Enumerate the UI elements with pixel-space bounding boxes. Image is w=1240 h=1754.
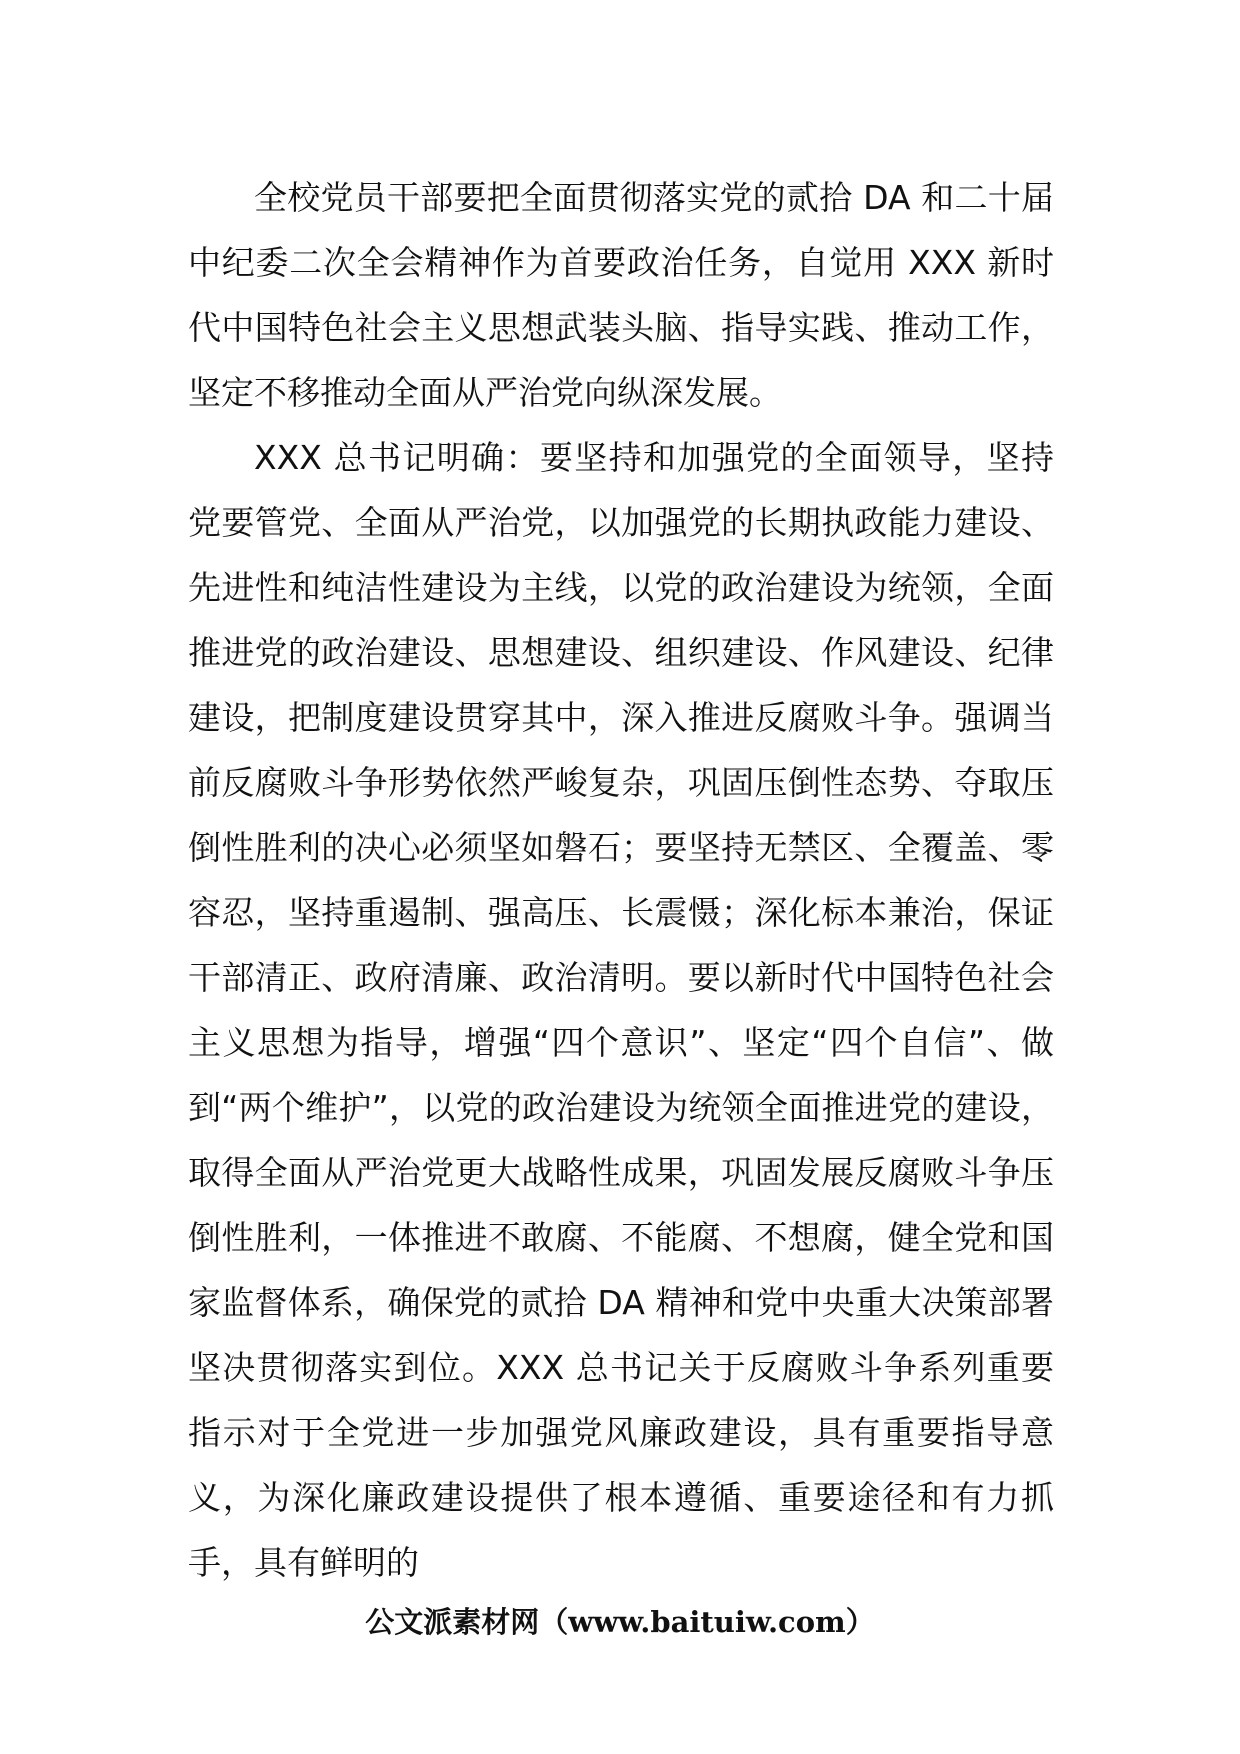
paragraph-2: XXX 总书记明确：要坚持和加强党的全面领导，坚持党要管党、全面从严治党，以加强党的长期执政能力建设、先进性和纯洁性建设为主线，以党的政治建设为统领，全面推进党的政治建设、思想建设、组织建设、作风建设、纪律建设，把制度建设贯穿其中，深入推进反腐败斗争。强调当前反腐败斗争形势依然严峻复杂，巩固压倒性态势、夺取压倒性胜利的决心必须坚如磐石；要坚持无禁区、全覆盖、零容忍，坚持重遏制、强高压、长震慑；深化标本兼治，保证干部清正、政府清廉、政治清明。要以新时代中国特色社会主义思想为指导，增强“四个意识”、坚定“四个自信”、做到“两个维护”，以党的政治建设为统领全面推进党的建设，取得全面从严治党更大战略性成果，巩固发展反腐败斗争压倒性胜利，一体推进不敢腐、不能腐、不想腐，健全党和国家监督体系，确保党的贰拾 DA 精神和党中央重大决策部署坚决贯彻落实到位。XXX 总书记关于反腐败斗争系列重要指示对于全党进一步加强党风廉政建设，具有重要指导意义，为深化廉政建设提供了根本遵循、重要途径和有力抓手，具有鲜明的 <box>188 438 1054 1582</box>
paragraph-1: 全校党员干部要把全面贯彻落实党的贰拾 DA 和二十届中纪委二次全会精神作为首要政治任务，自觉用 XXX 新时代中国特色社会主义思想武装头脑、指导实践、推动工作，坚定不移推动全面从严治党向纵深发展。 <box>188 178 1054 412</box>
footer-watermark: 公文派素材网（www.baituiw.com） <box>365 1605 875 1639</box>
document-body <box>188 165 1054 1595</box>
